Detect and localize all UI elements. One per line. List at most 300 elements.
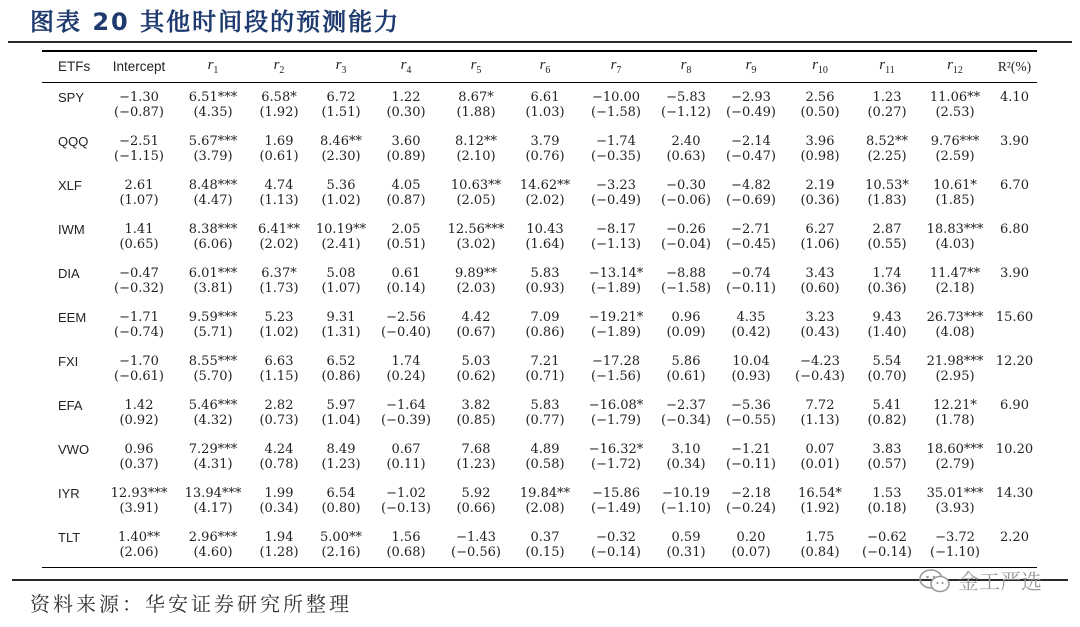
- tstat-cell: (−0.35): [591, 148, 641, 164]
- coefficient-cell: 18.60***: [926, 441, 984, 457]
- tstat-cell: (−1.49): [591, 500, 641, 516]
- tstat-cell: (−0.74): [114, 324, 164, 340]
- tstat-cell: (−1.58): [661, 280, 711, 296]
- tstat-cell: (0.37): [119, 456, 159, 472]
- coefficient-cell: 10.61*: [933, 177, 977, 193]
- coefficient-cell: −2.51: [119, 133, 159, 149]
- tstat-cell: (0.24): [386, 368, 426, 384]
- coefficient-cell: 7.21: [530, 353, 560, 369]
- tstat-cell: (0.84): [800, 544, 840, 560]
- coefficient-cell: 7.09: [530, 309, 560, 325]
- blank-cell: [42, 457, 100, 479]
- title-divider: [8, 41, 1072, 43]
- coefficient-cell: 1.23: [872, 89, 902, 105]
- coefficient-cell: 9.31: [326, 309, 356, 325]
- tstat-cell: (−1.58): [591, 104, 641, 120]
- tstat-cell: (0.73): [259, 412, 299, 428]
- coefficient-cell: 1.42: [124, 397, 154, 413]
- tstat-cell: (1.78): [935, 412, 975, 428]
- column-header-subscript: 6: [545, 65, 551, 76]
- coefficient-cell: 6.72: [326, 89, 356, 105]
- tstat-cell: (0.63): [666, 148, 706, 164]
- tstat-cell: [992, 281, 1037, 303]
- coefficient-cell: 12.20: [995, 353, 1034, 369]
- tstat-cell: [992, 325, 1037, 347]
- tstat-cell: (−0.24): [726, 500, 776, 516]
- tstat-cell: (1.83): [867, 192, 907, 208]
- coefficient-cell: −2.18: [731, 485, 771, 501]
- coefficient-cell: 8.52**: [866, 133, 908, 149]
- tstat-cell: (0.62): [456, 368, 496, 384]
- coefficient-cell: 12.21*: [933, 397, 977, 413]
- tstat-cell: (1.40): [867, 324, 907, 340]
- coefficient-cell: 2.20: [1000, 529, 1029, 545]
- etf-label: TLT: [58, 529, 81, 545]
- column-header: [512, 52, 578, 82]
- tstat-cell: (1.31): [321, 324, 361, 340]
- coefficient-cell: 0.96: [124, 441, 154, 457]
- tstat-cell: (3.02): [456, 236, 496, 252]
- coefficient-cell: −16.08*: [588, 397, 644, 413]
- wechat-icon: [918, 568, 952, 594]
- tstat-cell: (0.78): [259, 456, 299, 472]
- coefficient-cell: 1.74: [391, 353, 421, 369]
- table-row-tstats: [42, 325, 1037, 347]
- tstat-cell: (0.61): [259, 148, 299, 164]
- tstat-cell: (1.07): [119, 192, 159, 208]
- tstat-cell: (−0.11): [726, 456, 776, 472]
- coefficient-cell: 6.70: [1000, 177, 1029, 193]
- coefficient-cell: 5.36: [326, 177, 356, 193]
- column-header: [654, 52, 718, 82]
- table-row-tstats: [42, 369, 1037, 391]
- column-header-base: r: [947, 57, 953, 73]
- coefficient-cell: −5.83: [666, 89, 706, 105]
- tstat-cell: (4.03): [935, 236, 975, 252]
- tstat-cell: (−0.04): [661, 236, 711, 252]
- tstat-cell: (−0.43): [795, 368, 845, 384]
- tstat-cell: (−1.89): [591, 324, 641, 340]
- etf-label: QQQ: [58, 133, 89, 149]
- coefficient-cell: 18.83***: [926, 221, 984, 237]
- table-row-tstats: [42, 501, 1037, 523]
- coefficient-cell: −0.47: [119, 265, 159, 281]
- etf-label: EFA: [58, 397, 83, 413]
- column-header-base: r: [879, 57, 886, 73]
- tstat-cell: (0.07): [731, 544, 771, 560]
- tstat-cell: (0.58): [525, 456, 565, 472]
- tstat-cell: (3.93): [935, 500, 975, 516]
- coefficient-cell: 9.89**: [455, 265, 497, 281]
- coefficient-cell: −2.37: [666, 397, 706, 413]
- table-row-tstats: [42, 457, 1037, 479]
- footer-divider: [12, 579, 1068, 581]
- coefficient-cell: 1.94: [264, 529, 294, 545]
- tstat-cell: [992, 193, 1037, 215]
- tstat-cell: (0.65): [119, 236, 159, 252]
- tstat-cell: (2.25): [867, 148, 907, 164]
- table-row-coefficients: [42, 347, 1037, 369]
- coefficient-cell: 5.97: [326, 397, 356, 413]
- tstat-cell: (0.70): [867, 368, 907, 384]
- coefficient-cell: −1.43: [456, 529, 496, 545]
- tstat-cell: (−1.10): [930, 544, 980, 560]
- tstat-cell: (0.30): [386, 104, 426, 120]
- blank-cell: [42, 149, 100, 171]
- tstat-cell: (−0.39): [381, 412, 431, 428]
- coefficient-cell: 6.37*: [261, 265, 297, 281]
- table-row-tstats: [42, 193, 1037, 215]
- coefficient-cell: 8.49: [326, 441, 356, 457]
- etf-label: VWO: [58, 441, 90, 457]
- tstat-cell: (0.71): [525, 368, 565, 384]
- tstat-cell: (2.05): [456, 192, 496, 208]
- tstat-cell: [992, 413, 1037, 435]
- coefficient-cell: 5.86: [671, 353, 701, 369]
- tstat-cell: (−0.40): [381, 324, 431, 340]
- column-header-subscript: 4: [406, 65, 412, 76]
- table-row-coefficients: [42, 127, 1037, 149]
- coefficient-cell: 9.43: [872, 309, 902, 325]
- coefficient-cell: −17.28: [591, 353, 641, 369]
- column-header: [578, 52, 654, 82]
- tstat-cell: (1.23): [321, 456, 361, 472]
- tstat-cell: (0.15): [525, 544, 565, 560]
- etf-label: EEM: [58, 309, 87, 325]
- coefficient-cell: −0.26: [666, 221, 706, 237]
- coefficient-cell: 3.83: [872, 441, 902, 457]
- watermark-text: 金工严选: [958, 570, 1042, 594]
- coefficient-cell: −10.19: [661, 485, 711, 501]
- table-row-tstats: [42, 149, 1037, 171]
- tstat-cell: (0.68): [386, 544, 426, 560]
- tstat-cell: [992, 545, 1037, 567]
- table-row-coefficients: [42, 83, 1037, 105]
- tstat-cell: (−1.79): [591, 412, 641, 428]
- coefficient-cell: 9.59***: [188, 309, 238, 325]
- column-header-subscript: 12: [952, 65, 963, 76]
- tstat-cell: (2.03): [456, 280, 496, 296]
- tstat-cell: (2.79): [935, 456, 975, 472]
- tstat-cell: (2.30): [321, 148, 361, 164]
- tstat-cell: (3.91): [119, 500, 159, 516]
- tstat-cell: (−0.87): [114, 104, 164, 120]
- tstat-cell: (0.50): [800, 104, 840, 120]
- coefficient-cell: 1.41: [124, 221, 154, 237]
- coefficient-cell: 0.96: [671, 309, 701, 325]
- tstat-cell: (−0.56): [451, 544, 501, 560]
- tstat-cell: (4.60): [193, 544, 233, 560]
- coefficient-cell: 7.72: [805, 397, 835, 413]
- table-row-tstats: [42, 237, 1037, 259]
- column-header-base: r: [273, 57, 280, 73]
- coefficient-cell: 12.56***: [447, 221, 505, 237]
- tstat-cell: (0.34): [666, 456, 706, 472]
- coefficient-cell: 16.54*: [798, 485, 842, 501]
- column-header-subscript: 8: [686, 65, 692, 76]
- coefficient-cell: 15.60: [995, 309, 1034, 325]
- coefficient-cell: 14.30: [995, 485, 1034, 501]
- coefficient-cell: 8.46**: [320, 133, 362, 149]
- coefficient-cell: 5.46***: [188, 397, 238, 413]
- coefficient-cell: 6.27: [805, 221, 835, 237]
- tstat-cell: (2.10): [456, 148, 496, 164]
- table-row-tstats: [42, 413, 1037, 435]
- tstat-cell: (−1.89): [591, 280, 641, 296]
- tstat-cell: (0.27): [867, 104, 907, 120]
- coefficient-cell: 8.12**: [455, 133, 497, 149]
- coefficient-cell: 3.90: [1000, 133, 1029, 149]
- source-note: 资料来源：华安证券研究所整理: [30, 592, 352, 616]
- table-bottom-rule: [42, 567, 1037, 569]
- coefficient-cell: 5.03: [461, 353, 491, 369]
- tstat-cell: (3.81): [193, 280, 233, 296]
- tstat-cell: (−1.10): [661, 500, 711, 516]
- blank-cell: [42, 237, 100, 259]
- coefficient-cell: 1.56: [391, 529, 421, 545]
- coefficient-cell: 5.54: [872, 353, 902, 369]
- tstat-cell: (−1.12): [661, 104, 711, 120]
- tstat-cell: (−0.06): [661, 192, 711, 208]
- tstat-cell: (1.13): [259, 192, 299, 208]
- tstat-cell: (0.61): [666, 368, 706, 384]
- coefficient-cell: 6.58*: [261, 89, 297, 105]
- coefficient-cell: 0.67: [391, 441, 421, 457]
- tstat-cell: (−0.13): [381, 500, 431, 516]
- coefficient-cell: 10.04: [732, 353, 770, 369]
- tstat-cell: (1.06): [800, 236, 840, 252]
- column-header-base: r: [207, 57, 214, 73]
- coefficient-cell: 3.23: [805, 309, 835, 325]
- coefficient-cell: 3.79: [530, 133, 560, 149]
- column-header-subscript: 5: [476, 65, 482, 76]
- tstat-cell: (6.06): [193, 236, 233, 252]
- column-header: [178, 52, 248, 82]
- tstat-cell: (3.79): [193, 148, 233, 164]
- tstat-cell: (1.15): [259, 368, 299, 384]
- coefficient-cell: −3.23: [596, 177, 636, 193]
- tstat-cell: (2.02): [525, 192, 565, 208]
- coefficient-cell: 4.24: [264, 441, 294, 457]
- coefficient-cell: 6.01***: [188, 265, 238, 281]
- coefficient-cell: 2.61: [124, 177, 154, 193]
- coefficient-cell: −1.64: [386, 397, 426, 413]
- coefficient-cell: 5.92: [461, 485, 491, 501]
- tstat-cell: (0.36): [800, 192, 840, 208]
- tstat-cell: (0.76): [525, 148, 565, 164]
- tstat-cell: (1.64): [525, 236, 565, 252]
- tstat-cell: (2.02): [259, 236, 299, 252]
- coefficient-cell: 4.05: [391, 177, 421, 193]
- coefficient-cell: 19.84**: [519, 485, 571, 501]
- coefficient-cell: −0.74: [731, 265, 771, 281]
- coefficient-cell: 3.96: [805, 133, 835, 149]
- coefficient-cell: 4.74: [264, 177, 294, 193]
- column-header-base: r: [812, 57, 818, 73]
- coefficient-cell: 8.67*: [458, 89, 494, 105]
- tstat-cell: (−0.14): [862, 544, 912, 560]
- blank-cell: [42, 545, 100, 567]
- tstat-cell: (−0.14): [591, 544, 641, 560]
- tstat-cell: (−0.34): [661, 412, 711, 428]
- tstat-cell: (1.13): [800, 412, 840, 428]
- coefficient-cell: 11.06**: [929, 89, 981, 105]
- coefficient-cell: 4.35: [736, 309, 766, 325]
- column-header-subscript: 7: [616, 65, 622, 76]
- blank-cell: [42, 413, 100, 435]
- tstat-cell: (−0.47): [726, 148, 776, 164]
- tstat-cell: (0.36): [867, 280, 907, 296]
- tstat-cell: (−1.15): [114, 148, 164, 164]
- coefficient-cell: −2.93: [731, 89, 771, 105]
- table-body: [42, 82, 1037, 569]
- tstat-cell: (−0.32): [114, 280, 164, 296]
- tstat-cell: (0.77): [525, 412, 565, 428]
- column-header-subscript: 10: [817, 65, 828, 76]
- table-row-coefficients: [42, 479, 1037, 501]
- tstat-cell: (0.82): [867, 412, 907, 428]
- coefficient-cell: 5.83: [530, 397, 560, 413]
- coefficient-cell: 5.41: [872, 397, 902, 413]
- tstat-cell: (4.47): [193, 192, 233, 208]
- tstat-cell: [992, 105, 1037, 127]
- coefficient-cell: 9.76***: [930, 133, 980, 149]
- coefficient-cell: 5.83: [530, 265, 560, 281]
- tstat-cell: (−0.49): [591, 192, 641, 208]
- coefficient-cell: 14.62**: [519, 177, 571, 193]
- coefficient-cell: −13.14*: [588, 265, 644, 281]
- column-header: [784, 52, 856, 82]
- coefficient-cell: 3.82: [461, 397, 491, 413]
- coefficient-cell: 26.73***: [926, 309, 984, 325]
- bottom-rule-row: [42, 567, 1037, 569]
- table-row-coefficients: [42, 523, 1037, 545]
- coefficient-cell: 1.53: [872, 485, 902, 501]
- coefficient-cell: 10.63**: [450, 177, 502, 193]
- coefficient-cell: 10.19**: [315, 221, 367, 237]
- tstat-cell: (4.17): [193, 500, 233, 516]
- tstat-cell: (0.86): [321, 368, 361, 384]
- coefficient-cell: 6.51***: [188, 89, 238, 105]
- coefficient-cell: 5.08: [326, 265, 356, 281]
- tstat-cell: (0.86): [525, 324, 565, 340]
- column-header: [856, 52, 918, 82]
- blank-cell: [42, 281, 100, 303]
- tstat-cell: [992, 237, 1037, 259]
- tstat-cell: (0.42): [731, 324, 771, 340]
- column-header-base: r: [470, 57, 477, 73]
- tstat-cell: (1.02): [259, 324, 299, 340]
- coefficient-cell: 10.43: [526, 221, 564, 237]
- column-header: R²(%): [997, 58, 1032, 74]
- coefficient-cell: 10.20: [995, 441, 1034, 457]
- coefficient-cell: −4.23: [800, 353, 840, 369]
- coefficient-cell: 13.94***: [184, 485, 242, 501]
- coefficient-cell: 7.68: [461, 441, 491, 457]
- coefficient-cell: 1.99: [264, 485, 294, 501]
- tstat-cell: (0.11): [386, 456, 426, 472]
- tstat-cell: (0.14): [386, 280, 426, 296]
- tstat-cell: [992, 149, 1037, 171]
- column-header: [310, 52, 372, 82]
- table-row-coefficients: [42, 435, 1037, 457]
- tstat-cell: (0.98): [800, 148, 840, 164]
- tstat-cell: (0.89): [386, 148, 426, 164]
- tstat-cell: (0.01): [800, 456, 840, 472]
- tstat-cell: (0.67): [456, 324, 496, 340]
- tstat-cell: (0.51): [386, 236, 426, 252]
- column-header-base: r: [680, 57, 687, 73]
- coefficient-cell: 7.29***: [188, 441, 238, 457]
- table-row-coefficients: [42, 303, 1037, 325]
- coefficient-cell: −2.71: [731, 221, 771, 237]
- tstat-cell: (0.43): [800, 324, 840, 340]
- table-row-tstats: [42, 105, 1037, 127]
- coefficient-cell: −2.14: [731, 133, 771, 149]
- tstat-cell: (1.02): [321, 192, 361, 208]
- tstat-cell: [992, 369, 1037, 391]
- coefficient-cell: −3.72: [935, 529, 975, 545]
- coefficient-cell: 11.47**: [929, 265, 981, 281]
- etf-label: IWM: [58, 221, 85, 237]
- tstat-cell: (−0.69): [726, 192, 776, 208]
- tstat-cell: (0.57): [867, 456, 907, 472]
- coefficient-cell: 1.74: [872, 265, 902, 281]
- column-header-base: r: [400, 57, 407, 73]
- column-header-subscript: 3: [341, 65, 347, 76]
- tstat-cell: (−1.13): [591, 236, 641, 252]
- coefficient-cell: −16.32*: [588, 441, 644, 457]
- coefficient-cell: 0.61: [391, 265, 421, 281]
- tstat-cell: (−0.45): [726, 236, 776, 252]
- table-row-tstats: [42, 545, 1037, 567]
- coefficient-cell: −0.62: [867, 529, 907, 545]
- tstat-cell: (0.85): [456, 412, 496, 428]
- column-header: Intercept: [112, 59, 166, 74]
- tstat-cell: (−0.11): [726, 280, 776, 296]
- column-header: [918, 52, 992, 82]
- coefficient-cell: 0.20: [736, 529, 766, 545]
- tstat-cell: (−1.72): [591, 456, 641, 472]
- tstat-cell: (1.73): [259, 280, 299, 296]
- column-header-base: r: [745, 57, 752, 73]
- coefficient-cell: 1.69: [264, 133, 294, 149]
- tstat-cell: (4.08): [935, 324, 975, 340]
- column-header: [372, 52, 440, 82]
- tstat-cell: (2.18): [935, 280, 975, 296]
- tstat-cell: (1.23): [456, 456, 496, 472]
- coefficient-cell: −1.02: [386, 485, 426, 501]
- tstat-cell: (1.92): [800, 500, 840, 516]
- tstat-cell: (0.92): [119, 412, 159, 428]
- coefficient-cell: 6.41**: [258, 221, 300, 237]
- coefficient-cell: 3.10: [671, 441, 701, 457]
- coefficient-cell: 8.48***: [188, 177, 238, 193]
- tstat-cell: (0.60): [800, 280, 840, 296]
- coefficient-cell: 6.63: [264, 353, 294, 369]
- tstat-cell: (0.93): [525, 280, 565, 296]
- tstat-cell: (2.53): [935, 104, 975, 120]
- tstat-cell: (2.06): [119, 544, 159, 560]
- coefficient-cell: 2.56: [805, 89, 835, 105]
- coefficient-cell: 0.07: [805, 441, 835, 457]
- coefficient-cell: −1.70: [119, 353, 159, 369]
- blank-cell: [42, 105, 100, 127]
- tstat-cell: (0.18): [867, 500, 907, 516]
- coefficient-cell: −1.74: [596, 133, 636, 149]
- coefficient-cell: −19.21*: [588, 309, 644, 325]
- tstat-cell: (−0.55): [726, 412, 776, 428]
